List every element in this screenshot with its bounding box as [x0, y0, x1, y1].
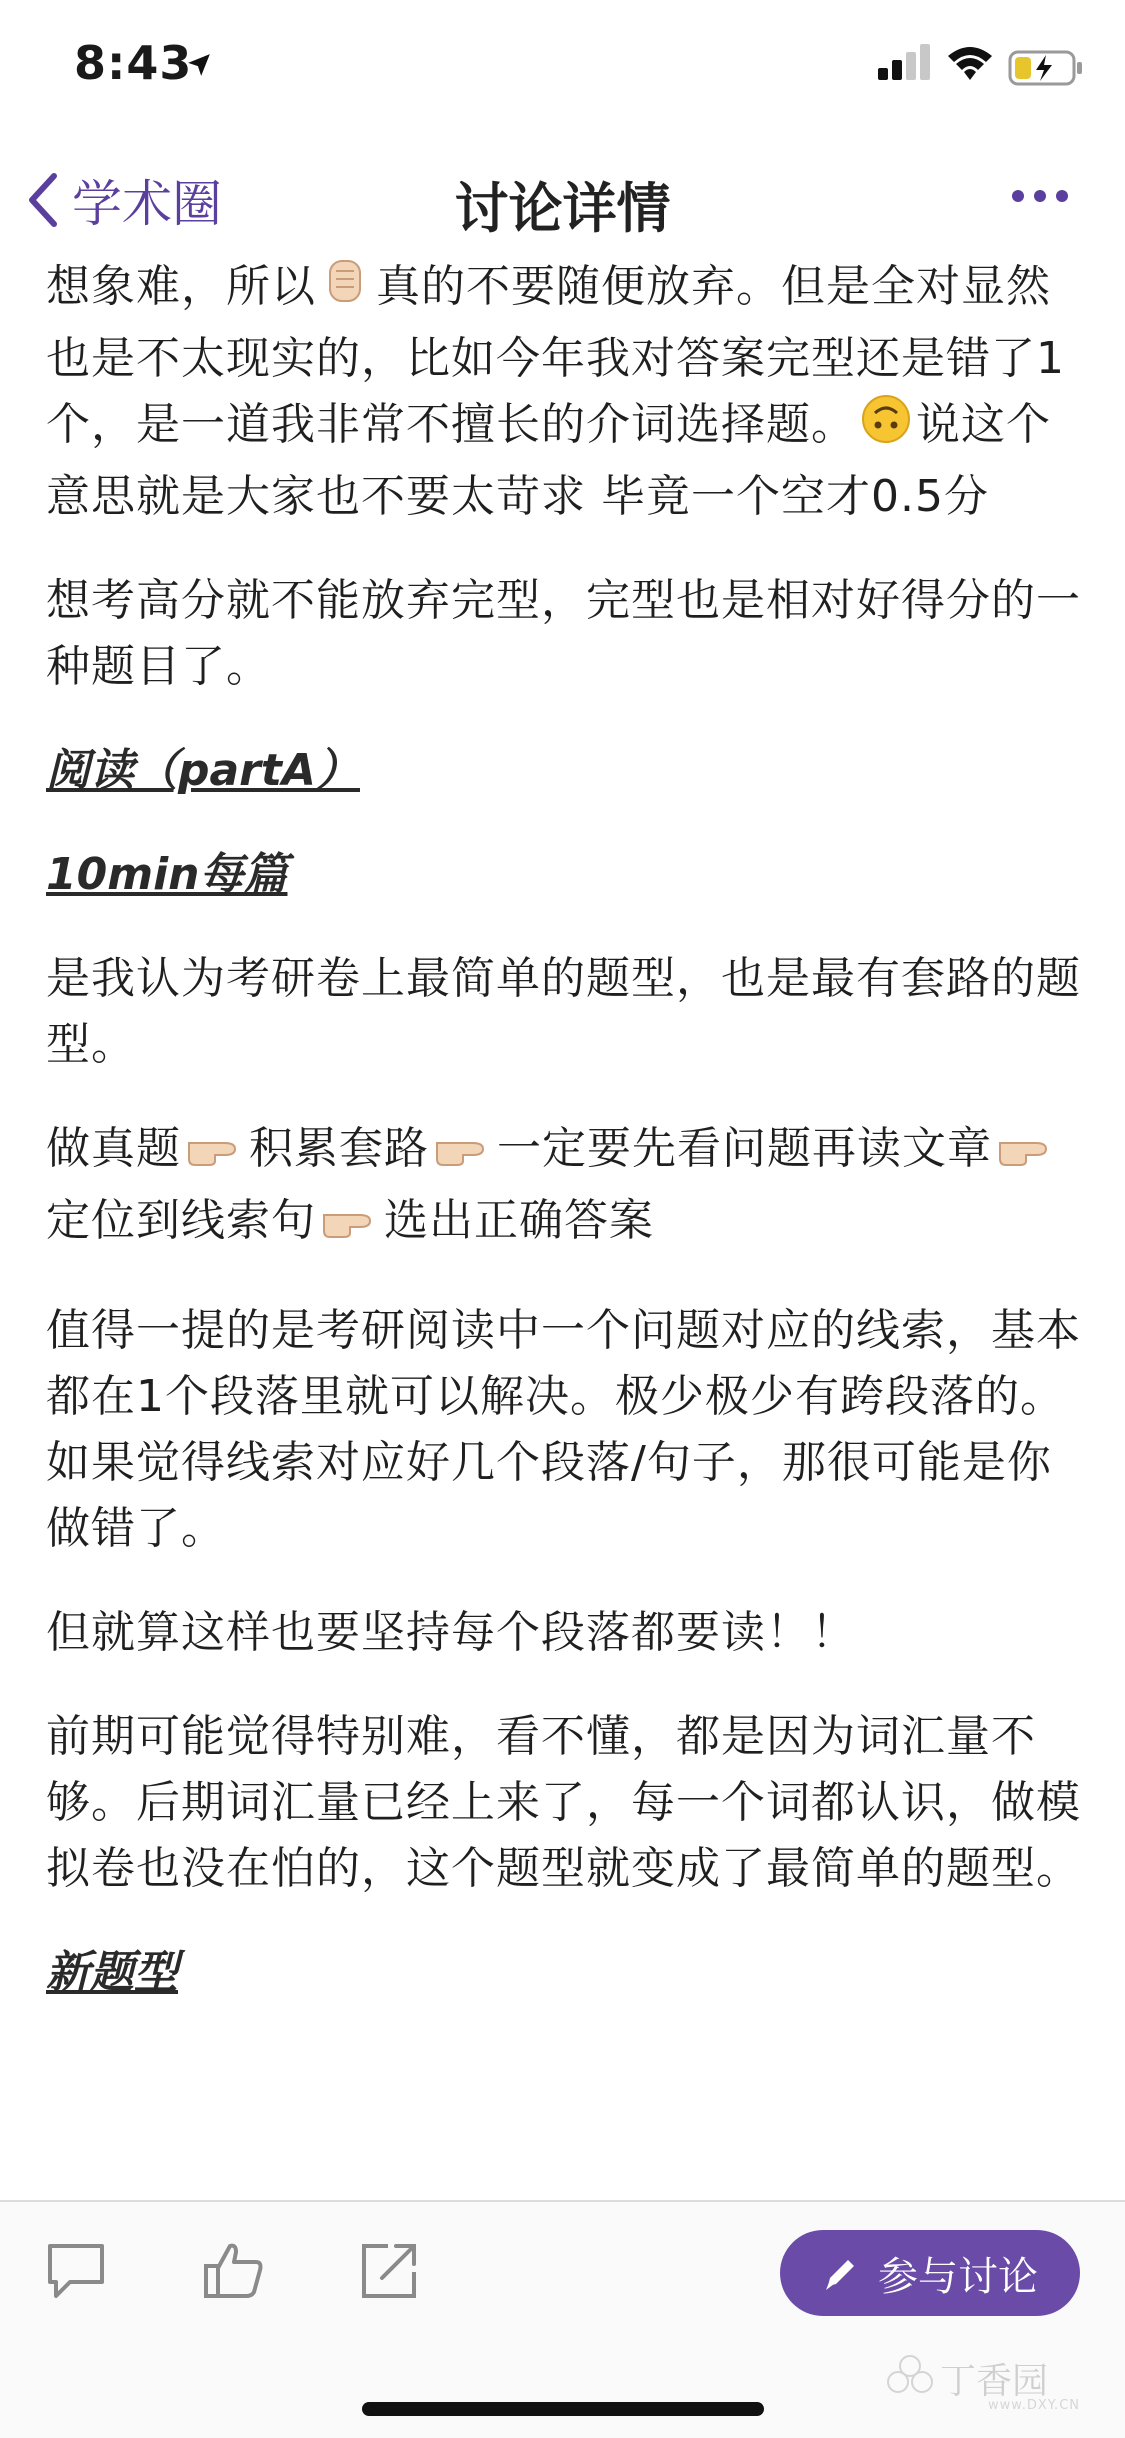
pointing-right-emoji-icon — [320, 1194, 380, 1260]
paragraph-high-score: 想考高分就不能放弃完型，完型也是相对好得分的一种题目了。 — [46, 575, 1081, 692]
watermark-text: 丁香园 — [940, 2360, 1049, 2402]
wifi-icon — [946, 44, 994, 86]
battery-charging-icon — [1008, 50, 1084, 90]
paragraph-cloze-difficulty — [46, 254, 1086, 530]
step-text: 一定要先看问题再读文章 — [497, 1123, 992, 1174]
like-button[interactable] — [202, 2238, 266, 2306]
cellular-signal-icon — [878, 44, 934, 84]
bottom-action-bar — [0, 2200, 1125, 2438]
pencil-icon — [822, 2254, 860, 2292]
paragraph-reading-steps — [46, 1116, 1086, 1260]
share-button[interactable] — [358, 2238, 422, 2306]
step-text: 做真题 — [46, 1123, 181, 1174]
pointing-right-emoji-icon — [433, 1122, 493, 1188]
more-dots-icon — [1010, 186, 1070, 206]
paragraph-read-every: 但就算这样也要坚持每个段落都要读！！ — [46, 1607, 856, 1658]
paragraph-text: 说这个意思就是大家也不要太苛求 毕竟一个空才0.5分 — [46, 399, 1051, 522]
join-discussion-button[interactable] — [780, 2230, 1080, 2316]
section-subheading-time: 10min每篇 — [46, 849, 288, 900]
pointing-right-emoji-icon — [185, 1122, 245, 1188]
status-time: 8:43 — [74, 36, 193, 90]
join-discussion-label: 参与讨论 — [878, 2253, 1038, 2300]
upside-down-face-emoji-icon — [860, 393, 912, 464]
paragraph-clue-location: 值得一提的是考研阅读中一个问题对应的线索，基本都在1个段落里就可以解决。极少极少有跨段落的。如果觉得线索对应好几个段落/句子，那很可能是你做错了。 — [46, 1305, 1081, 1554]
comment-bubble-icon — [44, 2240, 108, 2302]
step-text: 定位到线索句 — [46, 1195, 316, 1246]
step-text: 选出正确答案 — [384, 1195, 654, 1246]
status-bar — [0, 0, 1125, 132]
thumbs-up-icon — [202, 2238, 266, 2302]
article-content — [46, 254, 1086, 2194]
paragraph-text: 想象难，所以 — [46, 261, 316, 312]
location-arrow-icon — [186, 52, 212, 82]
raised-fist-emoji-icon — [320, 255, 372, 326]
back-label: 学术圈 — [72, 175, 222, 233]
flower-logo-icon — [880, 2348, 940, 2408]
paragraph-vocabulary: 前期可能觉得特别难，看不懂，都是因为词汇量不够。后期词汇量已经上来了，每一个词都认识，做模拟卷也没在怕的，这个题型就变成了最简单的题型。 — [46, 1711, 1081, 1894]
watermark-url: www.DXY.CN — [988, 2398, 1080, 2413]
paragraph-reading-simple: 是我认为考研卷上最简单的题型，也是最有套路的题型。 — [46, 953, 1081, 1070]
page-title: 讨论详情 — [454, 177, 671, 240]
section-heading-reading: 阅读（partA） — [46, 745, 360, 796]
more-button[interactable] — [1010, 186, 1090, 226]
share-icon — [358, 2238, 422, 2302]
paragraph-text: 真的不要随便放弃。但是全对显然也是不太现实的，比如今年我对答案完型还是错了1个，是一道我非常不擅长的介词选择题。 — [46, 261, 1065, 450]
comment-button[interactable] — [44, 2240, 108, 2306]
home-indicator[interactable] — [362, 2402, 764, 2416]
section-heading-new-type: 新题型 — [46, 1947, 178, 1998]
pointing-right-emoji-icon — [996, 1122, 1056, 1188]
step-text: 积累套路 — [249, 1123, 429, 1174]
navigation-bar — [0, 140, 1125, 260]
